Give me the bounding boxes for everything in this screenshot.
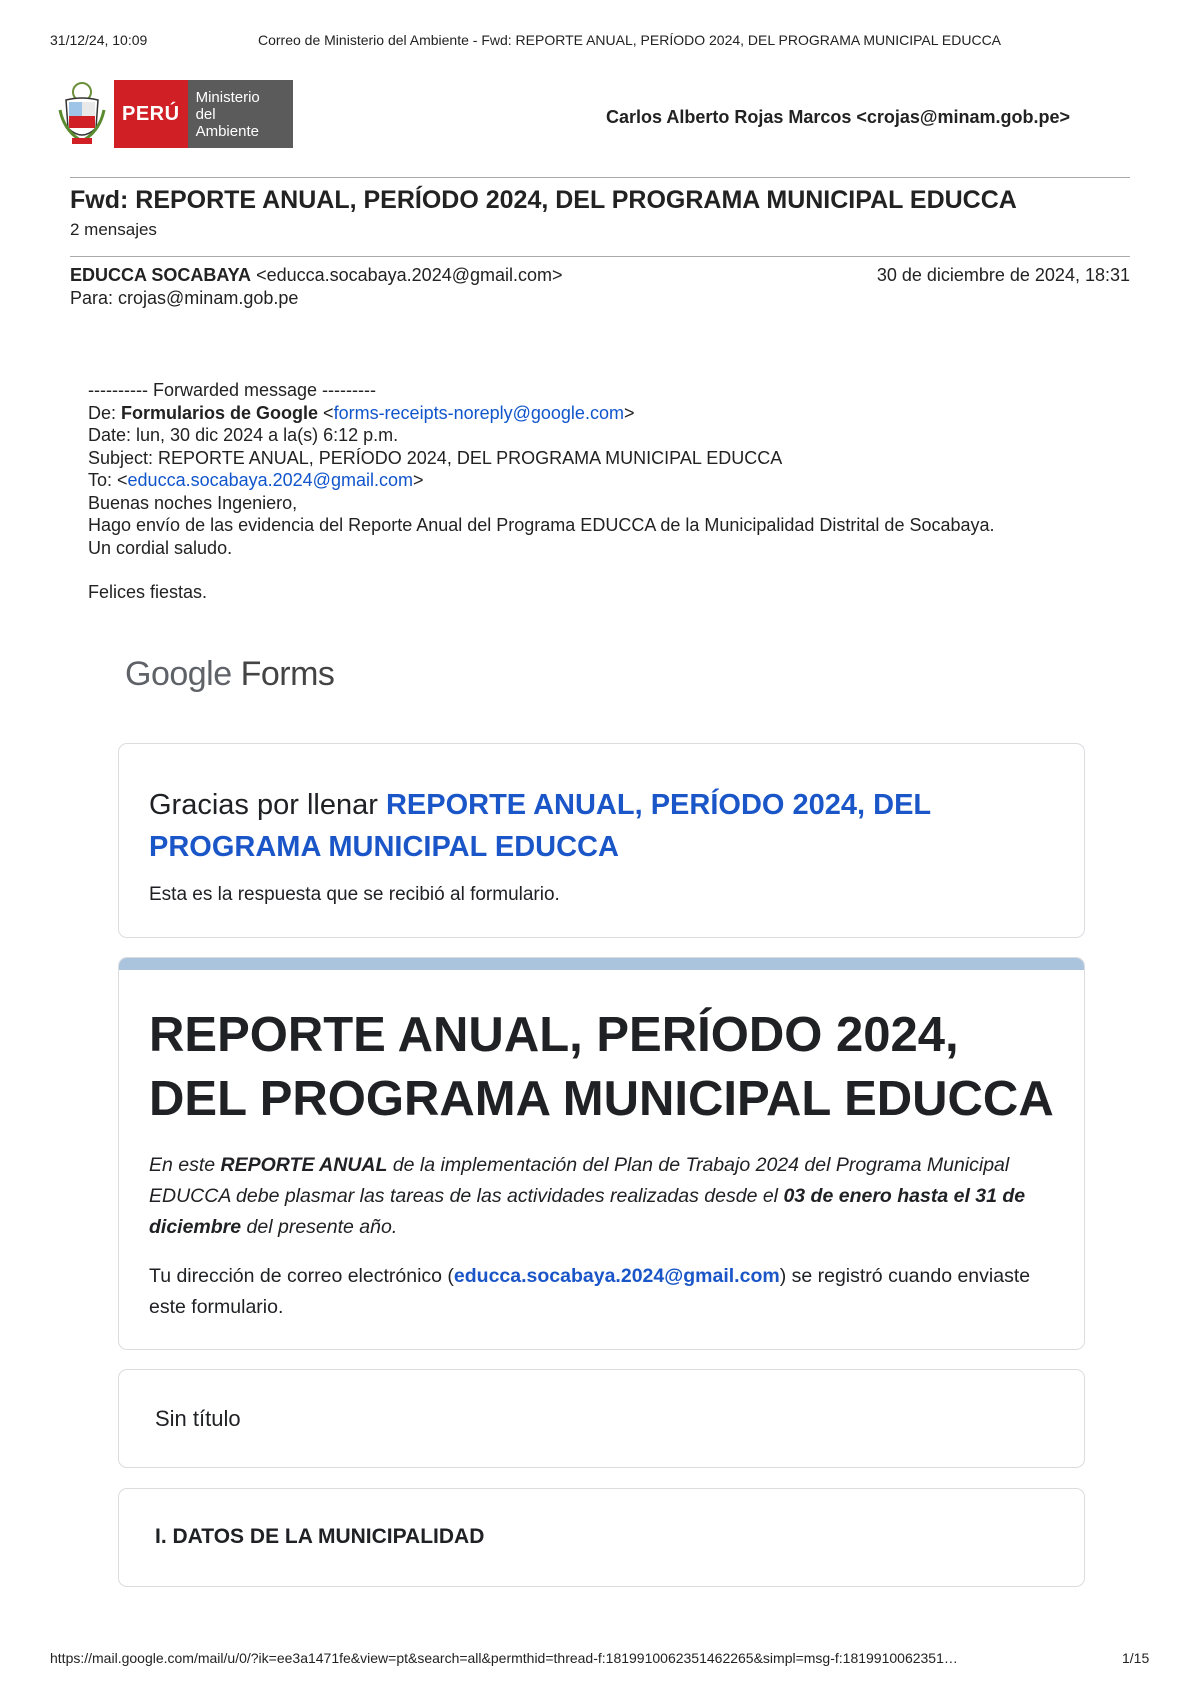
- desc-bold: REPORTE ANUAL: [220, 1154, 388, 1176]
- ministry-logo: [58, 80, 293, 148]
- thanks-heading: [149, 784, 1029, 868]
- form-description: [149, 1150, 1069, 1243]
- greeting: Buenas noches Ingeniero,: [88, 492, 298, 513]
- desc-bold: 03 de enero hasta el 31 de diciembre: [149, 1185, 1026, 1238]
- email-note-prefix: Tu dirección de correo electrónico (: [149, 1265, 454, 1287]
- desc-part: del presente año.: [241, 1216, 398, 1238]
- google-forms-logo: [125, 655, 334, 694]
- print-page-title: Correo de Ministerio del Ambiente - Fwd: REPORTE ANUAL, PERÍODO 2024, DEL PROGRAMA MUNICIPAL EDUCCA: [258, 32, 1002, 48]
- body-text: Hago envío de las evidencia del Reporte Anual del Programa EDUCCA de la Municipalidad Distrital de Socabaya.: [88, 515, 995, 535]
- print-datetime: 31/12/24, 10:09: [50, 32, 148, 48]
- message-sender: [70, 265, 563, 286]
- forward-subject: Subject: REPORTE ANUAL, PERÍODO 2024, DEL PROGRAMA MUNICIPAL EDUCCA: [88, 447, 783, 468]
- desc-part: En este: [149, 1154, 221, 1176]
- ministry-line-1: Ministerio: [195, 88, 260, 106]
- from-label: De:: [88, 402, 122, 423]
- peru-label: PERÚ: [114, 80, 188, 148]
- account-identity: Carlos Alberto Rojas Marcos <crojas@minam.gob.pe>: [605, 107, 1070, 127]
- section-title: I. DATOS DE LA MUNICIPALIDAD: [155, 1525, 485, 1548]
- form-name-link[interactable]: REPORTE ANUAL, PERÍODO 2024, DEL PROGRAMA MUNICIPAL EDUCCA: [149, 789, 931, 863]
- coat-of-arms-icon: [58, 80, 106, 148]
- forward-separator: ---------- Forwarded message ---------: [88, 380, 376, 400]
- sender-email: <educca.socabaya.2024@gmail.com>: [256, 265, 563, 285]
- print-url: https://mail.google.com/mail/u/0/?ik=ee3a1471fe&view=pt&search=all&permthid=thread-f:1819910062351462265&simpl=msg-f:1819910062351…: [50, 1650, 958, 1666]
- message-body: [88, 379, 995, 604]
- thanks-card: [118, 743, 1085, 938]
- response-note: Esta es la respuesta que se recibió al formulario.: [149, 884, 560, 905]
- divider: [70, 256, 1130, 257]
- section-card: [118, 1369, 1085, 1468]
- thread-subject: Fwd: REPORTE ANUAL, PERÍODO 2024, DEL PROGRAMA MUNICIPAL EDUCCA: [70, 186, 1017, 214]
- closing: Un cordial saludo.: [88, 537, 233, 558]
- to-email-link[interactable]: educca.socabaya.2024@gmail.com: [127, 470, 413, 490]
- forward-from: De: Formularios de Google <forms-receipts-noreply@google.com>: [88, 402, 635, 423]
- thanks-prefix: Gracias por llenar: [149, 789, 386, 821]
- forms-wordmark: Forms: [240, 655, 335, 693]
- ministry-label: [188, 80, 293, 148]
- wishes: Felices fiestas.: [88, 582, 208, 602]
- message-recipient: Para: crojas@minam.gob.pe: [70, 288, 299, 308]
- respondent-email-link[interactable]: educca.socabaya.2024@gmail.com: [453, 1265, 780, 1287]
- divider: [70, 177, 1130, 178]
- section-title: Sin título: [155, 1406, 241, 1431]
- message-date: 30 de diciembre de 2024, 18:31: [876, 265, 1130, 285]
- form-header-card: [118, 957, 1085, 1350]
- email-recorded-note: [149, 1261, 1069, 1323]
- message-count: 2 mensajes: [70, 220, 157, 239]
- forward-to: To: <educca.socabaya.2024@gmail.com>: [88, 470, 424, 490]
- form-accent-bar: [119, 958, 1084, 970]
- forward-date: Date: lun, 30 dic 2024 a la(s) 6:12 p.m.: [88, 425, 399, 445]
- section-card: [118, 1488, 1085, 1587]
- google-wordmark: Google: [125, 655, 232, 693]
- email-note-suffix: ) se registró cuando enviaste este formulario.: [149, 1265, 1031, 1318]
- desc-part: de la implementación del Plan de Trabajo 2024 del Programa Municipal EDUCCA debe plasmar las tareas de las actividades realizadas desde el: [149, 1154, 1010, 1207]
- page-number: 1/15: [1122, 1650, 1150, 1666]
- from-name: Formularios de Google: [121, 402, 319, 423]
- from-email-link[interactable]: forms-receipts-noreply@google.com: [333, 402, 624, 423]
- to-label: To:: [88, 470, 118, 490]
- ministry-line-2: del Ambiente: [195, 105, 259, 140]
- sender-name: EDUCCA SOCABAYA: [70, 265, 252, 285]
- form-title: REPORTE ANUAL, PERÍODO 2024, DEL PROGRAMA MUNICIPAL EDUCCA: [149, 1008, 1054, 1126]
